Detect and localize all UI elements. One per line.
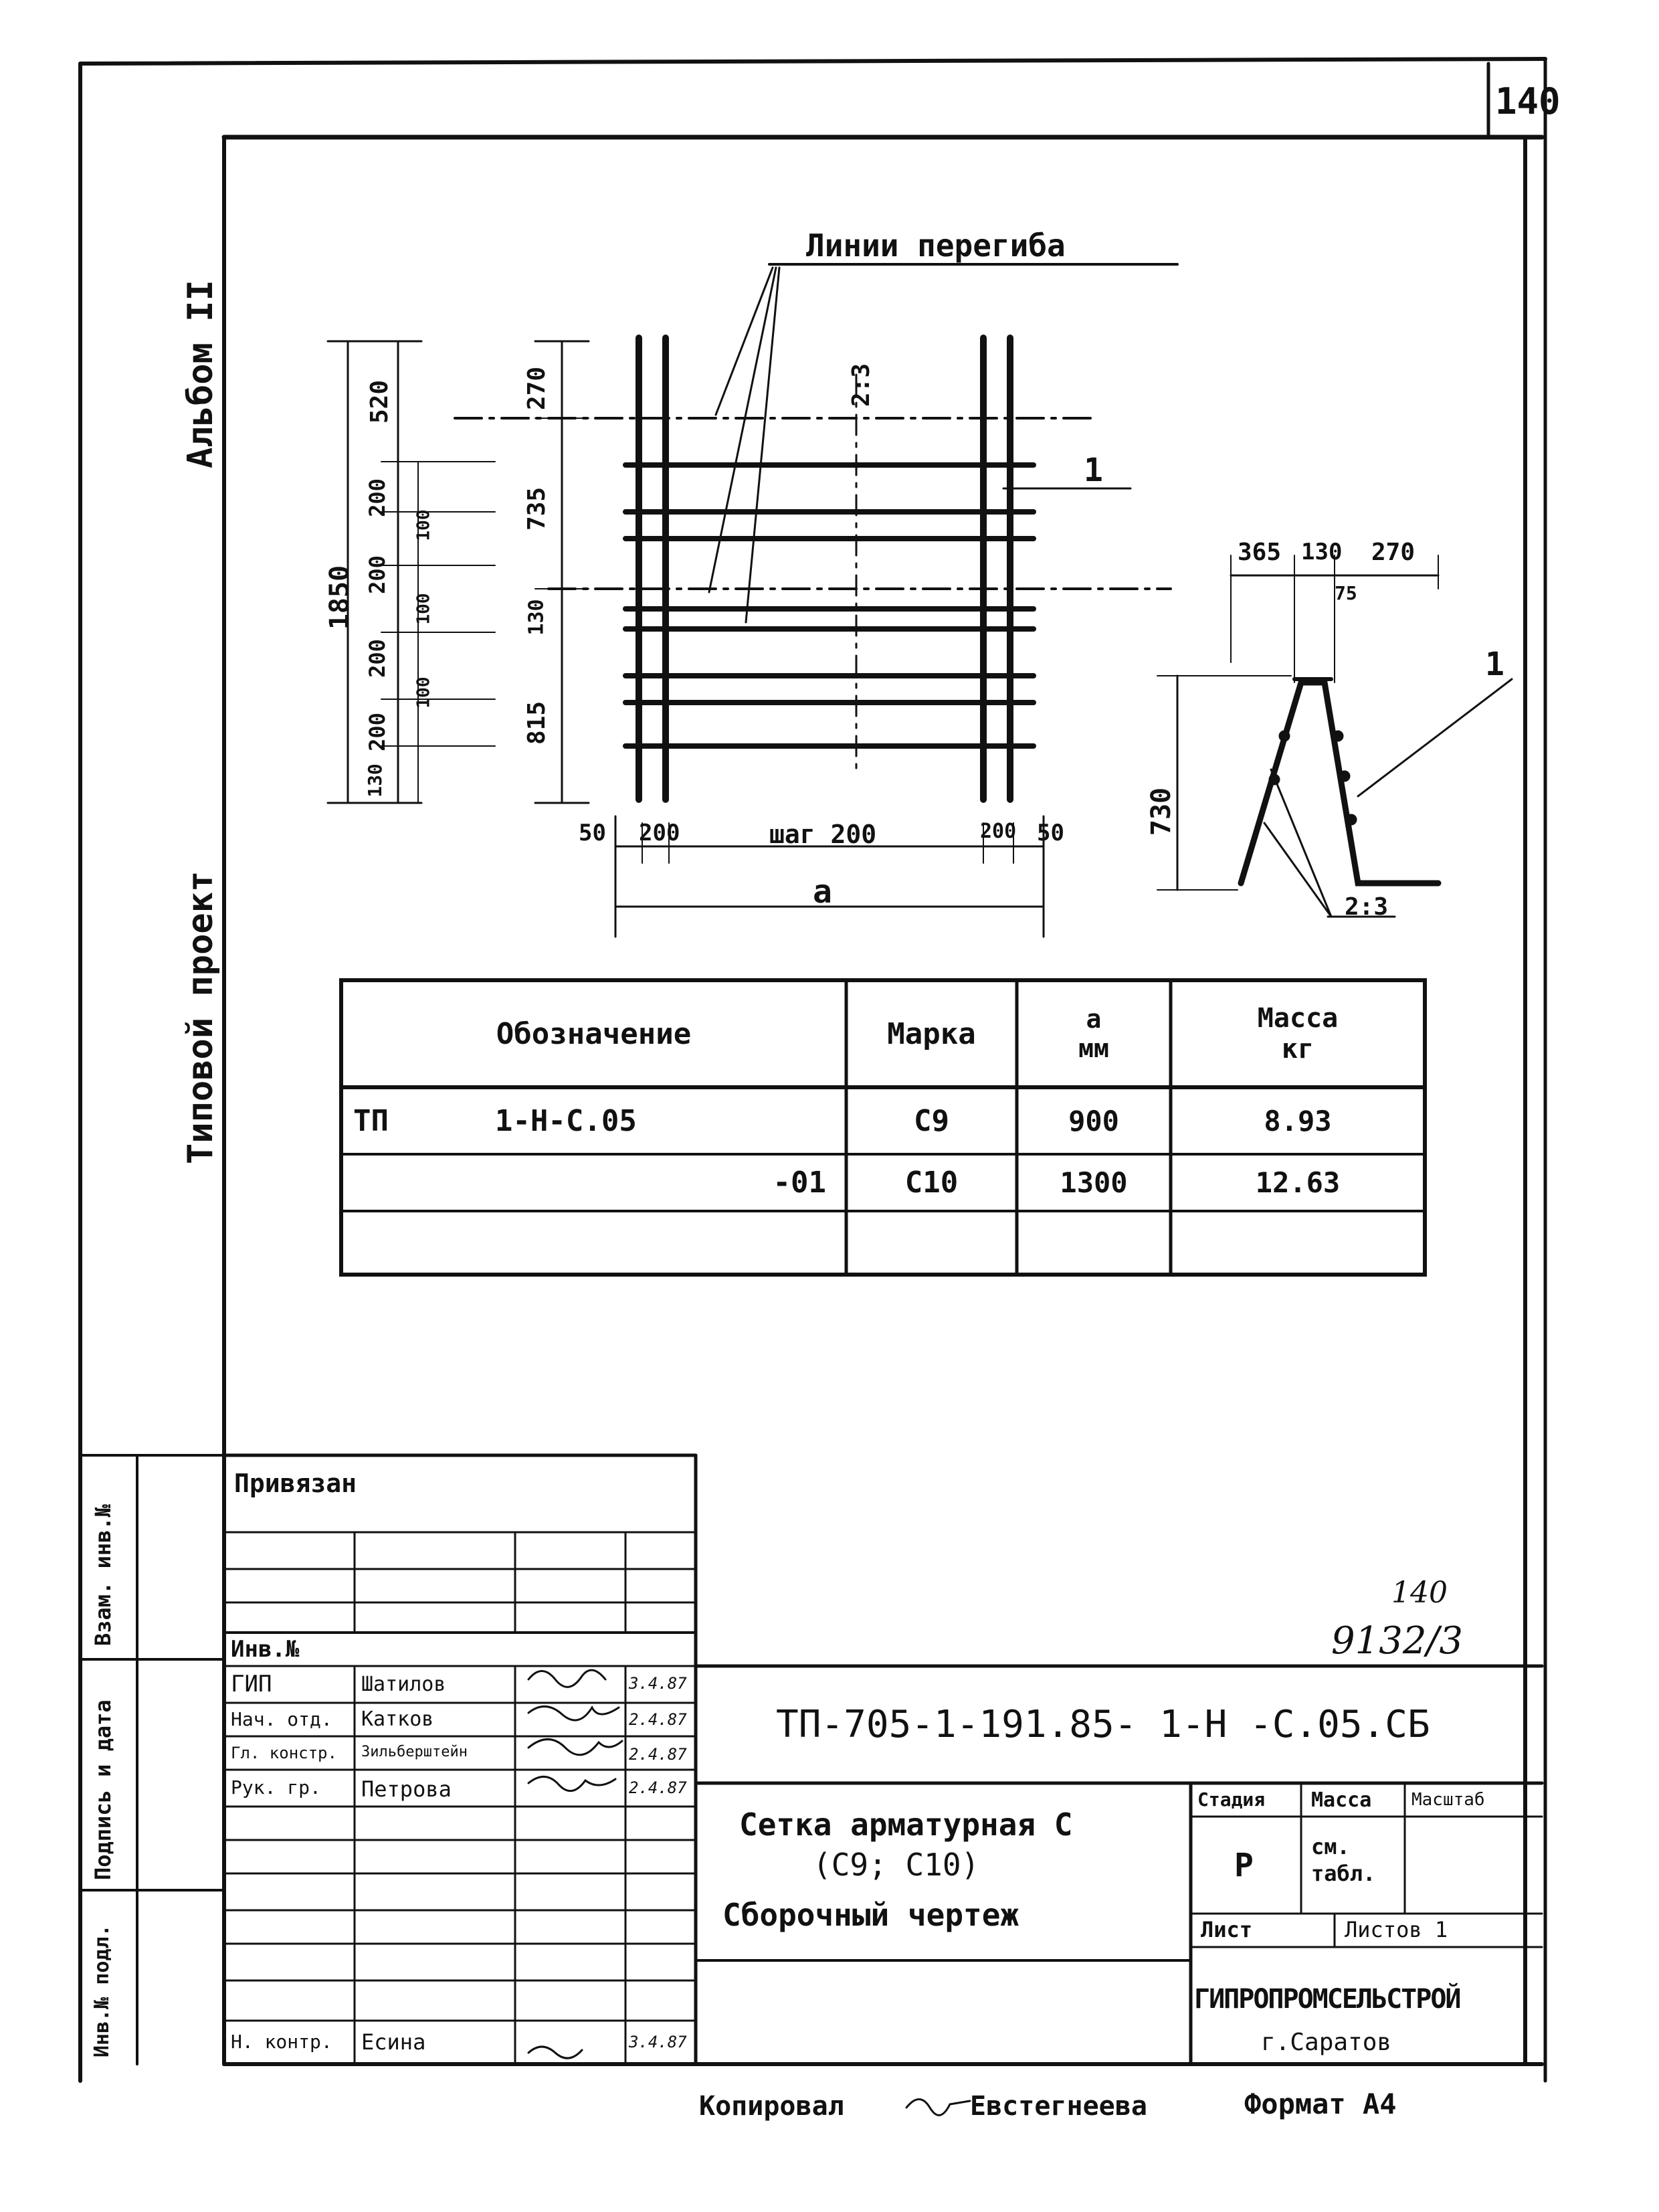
dim-overall-width: a: [813, 873, 832, 911]
role-norm-control: Н. контр.: [231, 2031, 332, 2053]
sheet-number: 140: [1495, 80, 1561, 122]
dim-left-6: 130: [363, 763, 386, 798]
dim-left-1: 520: [366, 379, 394, 424]
scale-header: Масштаб: [1411, 1790, 1485, 1810]
spec-row-1-mark: С9: [914, 1103, 949, 1138]
format-label: Формат А4: [1244, 2088, 1397, 2120]
inv-no-label: Инв.№: [231, 1636, 300, 1663]
dim-bottom-5: 50: [1037, 820, 1064, 846]
spec-header-mark: Марка: [887, 1016, 976, 1051]
date-head-dept: 2.4.87: [629, 1710, 687, 1729]
spec-header-mass: Масса кг: [1257, 1003, 1339, 1065]
spec-row-1-a: 900: [1068, 1104, 1119, 1137]
copied-by-name: Евстегнеева: [970, 2091, 1147, 2122]
name-head-dept: Катков: [361, 1708, 434, 1731]
dim-overall-height: 1850: [324, 565, 356, 630]
document-code: ТП-705-1-191.85- 1-Н -С.05.СБ: [776, 1703, 1430, 1746]
album-label: Альбом II: [181, 280, 221, 468]
sheet-label: Лист: [1201, 1917, 1253, 1942]
side-dim-2: 130: [1301, 539, 1343, 565]
stamp-original-inv: Инв.№ подл.: [90, 1924, 114, 2057]
bend-lines-label: Линии перегиба: [806, 227, 1066, 264]
date-norm-control: 3.4.87: [629, 2033, 687, 2051]
dim-left-4: 200: [364, 639, 390, 678]
spec-row-1-designation: ТП 1-Н-С.05: [353, 1103, 637, 1138]
name-gip: Шатилов: [361, 1673, 446, 1696]
name-norm-control: Есина: [361, 2029, 426, 2055]
stage-header: Стадия: [1197, 1788, 1266, 1811]
sheets-label: Листов 1: [1345, 1917, 1448, 1942]
spec-header-a: a мм: [1078, 1004, 1109, 1063]
date-group-lead: 2.4.87: [629, 1778, 687, 1797]
dim-right-3: 130: [524, 599, 549, 636]
side-dim-inner: 75: [1335, 582, 1357, 604]
dim-right-4: 815: [523, 701, 551, 745]
title-line-3: Сборочный чертеж: [722, 1897, 1019, 1933]
side-dim-1: 365: [1238, 539, 1282, 566]
side-dim-height: 730: [1146, 787, 1177, 836]
name-chief-designer: Зильберштейн: [361, 1744, 468, 1760]
role-head-dept: Нач. отд.: [231, 1708, 332, 1730]
title-line-1: Сетка арматурная С: [739, 1807, 1073, 1843]
role-chief-designer: Гл. констр.: [231, 1744, 337, 1762]
role-group-lead: Рук. гр.: [231, 1776, 321, 1799]
dim-left-inner-3: 100: [413, 676, 434, 709]
dim-left-inner-2: 100: [413, 593, 434, 625]
dim-bottom-4: 200: [980, 820, 1017, 843]
stamp-signature-date: Подпись и дата: [90, 1699, 116, 1880]
spec-row-2-mass: 12.63: [1255, 1166, 1341, 1199]
dim-bottom-step: шаг 200: [769, 820, 877, 849]
attached-label: Привязан: [234, 1469, 357, 1498]
main-position-label: 1: [1084, 452, 1103, 489]
dim-left-2: 200: [364, 478, 390, 517]
organization-city: г.Саратов: [1261, 2029, 1392, 2056]
side-dim-3: 270: [1371, 539, 1416, 566]
dim-left-5: 200: [364, 713, 390, 751]
dim-left-3: 200: [364, 555, 390, 594]
copied-by-label: Копировал: [699, 2091, 844, 2122]
dim-bottom-2: 200: [639, 820, 680, 846]
name-group-lead: Петрова: [361, 1776, 452, 1802]
stamp-replaced-inv: Взам. инв.№: [90, 1504, 116, 1646]
spec-row-1-mass: 8.93: [1264, 1104, 1332, 1137]
date-chief-designer: 2.4.87: [629, 1745, 687, 1764]
mass-value: см. табл.: [1311, 1834, 1376, 1886]
dim-bottom-1: 50: [579, 820, 606, 846]
dim-right-1: 270: [523, 366, 551, 411]
title-line-2: (С9; С10): [813, 1847, 980, 1883]
dim-right-2: 735: [523, 486, 551, 531]
spec-header-designation: Обозначение: [496, 1016, 692, 1051]
role-gip: ГИП: [231, 1671, 272, 1697]
dim-left-inner-1: 100: [413, 509, 434, 541]
date-gip: 3.4.87: [629, 1674, 687, 1693]
organization-name: ГИПРОПРОМСЕЛЬСТРОЙ: [1194, 1984, 1460, 2015]
spec-row-2-a: 1300: [1060, 1166, 1128, 1199]
side-slope-label: 2:3: [1345, 893, 1389, 921]
project-label: Типовой проект: [181, 870, 221, 1164]
spec-row-2-designation: -01: [773, 1166, 826, 1200]
main-slope-label: 2:3: [848, 363, 876, 407]
sheet-fraction: 140: [1391, 1576, 1448, 1610]
mass-header: Масса: [1311, 1788, 1372, 1812]
stage-value: Р: [1234, 1847, 1254, 1884]
side-position-label: 1: [1485, 646, 1504, 683]
archive-number: 9132/3: [1331, 1619, 1464, 1663]
spec-row-2-mark: С10: [904, 1166, 959, 1200]
